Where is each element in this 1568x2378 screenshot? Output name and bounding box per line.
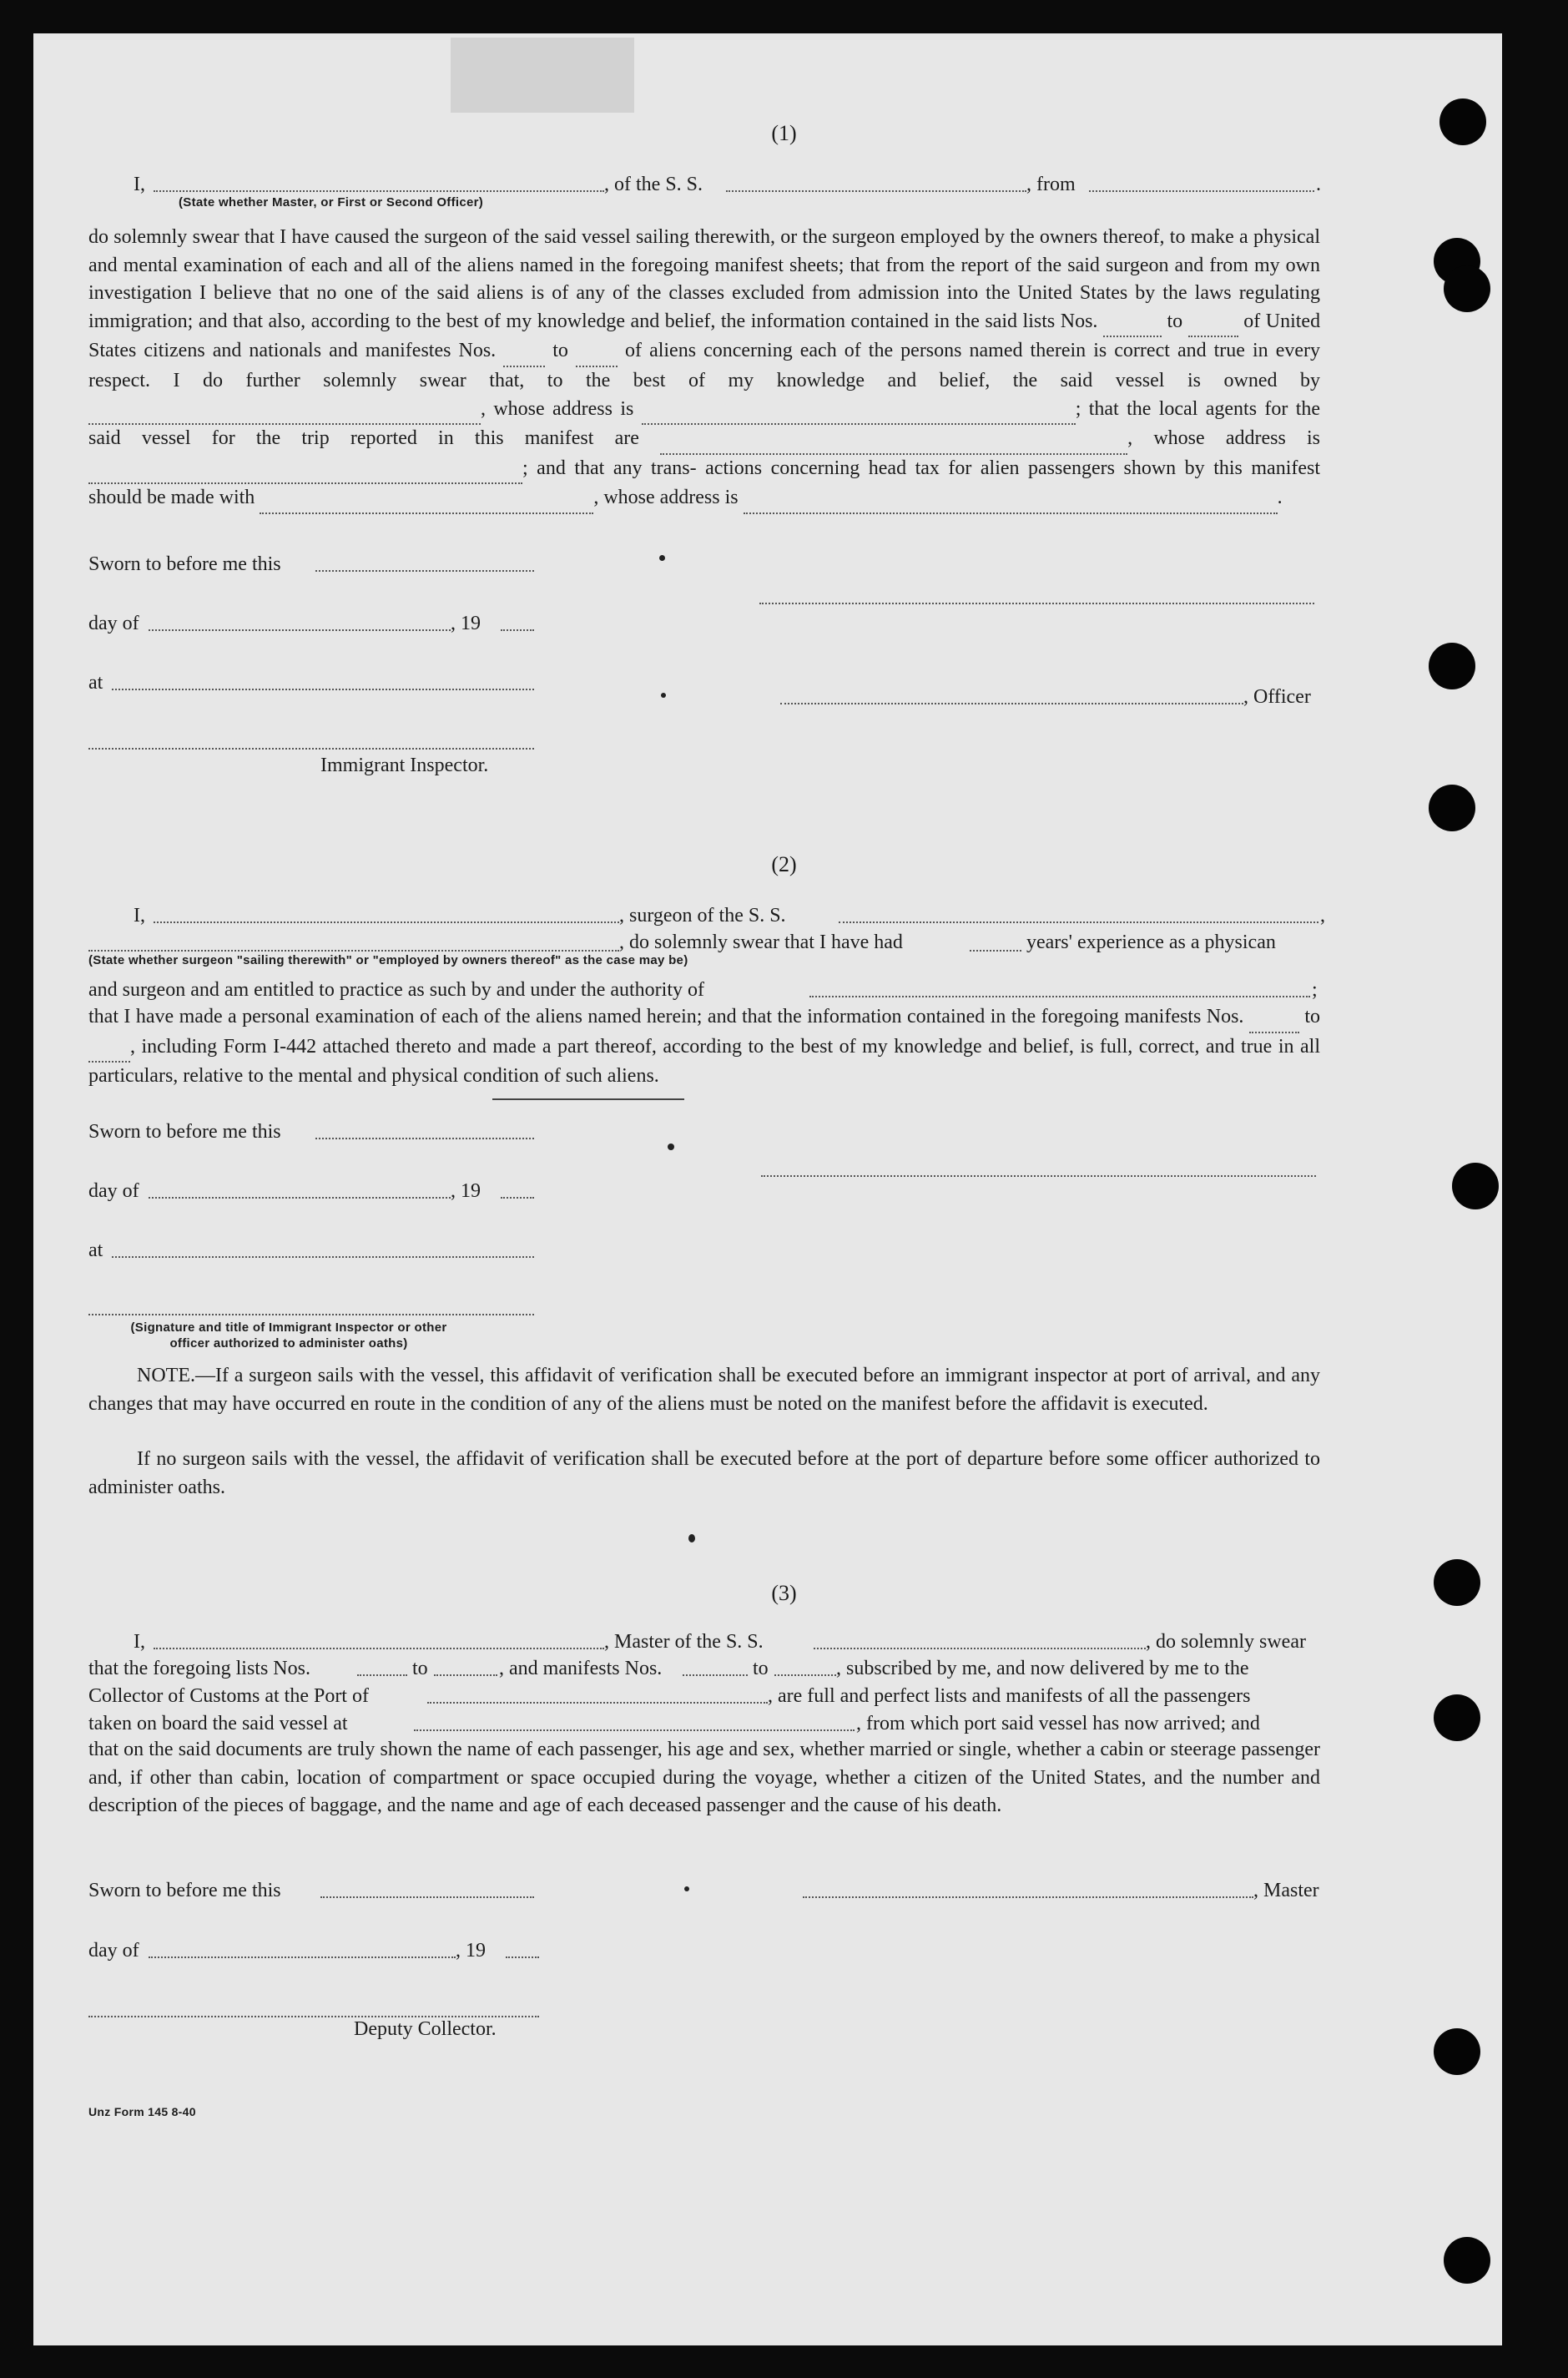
s2-signature-blank[interactable] bbox=[761, 1175, 1316, 1177]
s1-day-of: day of bbox=[88, 613, 139, 634]
s1-lists-from-blank[interactable] bbox=[1103, 308, 1162, 338]
s2-years: years' experience as a physican bbox=[1026, 932, 1276, 953]
s1-agents-address-blank[interactable] bbox=[88, 455, 522, 485]
s1-para-a-text: do solemnly swear that I have caused the surgeon of the said vessel sailing therewith, or the surgeon employed by the owners thereof, to make a physical and mental examination of each and all of the aliens named in the foregoing manifest sheets; that from the report of the said surgeon and from my own investigation I believe that no one of the said aliens is of any of the classes excluded from admission into the United States by the laws regulating immigration; and that also, according to the best of my knowledge and belief, the information contained in the said lists Nos. bbox=[88, 226, 1320, 332]
s1-sworn-blank[interactable] bbox=[315, 570, 534, 572]
speck bbox=[668, 1144, 674, 1150]
s3-manifests-to-blank[interactable] bbox=[774, 1674, 836, 1676]
s2-ship-blank[interactable] bbox=[839, 921, 1318, 923]
s2-day-blank[interactable] bbox=[149, 1197, 451, 1199]
s3-taken: taken on board the said vessel at bbox=[88, 1713, 348, 1734]
s3-master-of: , Master of the S. S. bbox=[604, 1631, 764, 1653]
s3-lists-to-blank[interactable] bbox=[434, 1674, 497, 1676]
s1-to: to bbox=[1167, 310, 1183, 332]
s2-note-1: NOTE.—If a surgeon sails with the vessel, this affidavit of verification shall be executed before an immigrant inspector at port of arrival, and any changes that may have occurred en route in the condition of any of the aliens must be noted on the manifest before the affidavit is executed. bbox=[88, 1365, 1320, 1415]
s3-to: to bbox=[412, 1658, 428, 1679]
punch-hole bbox=[1429, 785, 1475, 831]
s1-period: . bbox=[1277, 487, 1283, 509]
s1-from: , from bbox=[1026, 174, 1076, 195]
s1-signature-blank[interactable] bbox=[759, 603, 1314, 604]
s2-manifests-from-blank[interactable] bbox=[1249, 1003, 1299, 1033]
s1-owner-blank[interactable] bbox=[88, 396, 481, 426]
s1-paragraph-a bbox=[88, 224, 1320, 514]
s3-from-port: , from which port said vessel has now arrived; and bbox=[856, 1713, 1260, 1734]
s2-semicolon: ; bbox=[1312, 979, 1318, 1001]
s1-officer-note: (State whether Master, or First or Second Officer) bbox=[179, 195, 484, 210]
s3-collector: Collector of Customs at the Port of bbox=[88, 1685, 369, 1707]
s1-head-tax-blank[interactable] bbox=[260, 484, 593, 514]
s2-entitled: and surgeon and am entitled to practice as such by and under the authority of bbox=[88, 979, 704, 1001]
s3-master-sig-blank[interactable] bbox=[803, 1896, 1253, 1898]
stamp-smudge bbox=[451, 38, 634, 113]
s2-day-of: day of bbox=[88, 1180, 139, 1202]
s1-at-blank[interactable] bbox=[112, 689, 534, 690]
s1-para-b-text: of United States citizens and nationals and manifestes Nos. bbox=[88, 310, 1321, 362]
s1-lists-to-blank[interactable] bbox=[1188, 308, 1238, 338]
s2-sworn-blank[interactable] bbox=[315, 1138, 534, 1139]
s2-officer-sig-blank[interactable] bbox=[88, 1314, 534, 1315]
punch-hole bbox=[1434, 1694, 1480, 1741]
s1-manifests-from-blank[interactable] bbox=[503, 337, 545, 367]
s1-to-2: to bbox=[552, 340, 568, 362]
s3-sworn-blank[interactable] bbox=[320, 1896, 534, 1898]
s3-sworn: Sworn to before me this bbox=[88, 1880, 281, 1901]
section-2-number: (2) bbox=[771, 852, 797, 876]
s3-day-blank[interactable] bbox=[149, 1956, 456, 1958]
s1-actions: actions concerning head tax for alien passengers shown by this manifest should be made with bbox=[88, 457, 1321, 509]
s2-sig-note-2: officer authorized to administer oaths) bbox=[169, 1336, 408, 1351]
punch-hole bbox=[1444, 265, 1490, 312]
s1-at: at bbox=[88, 672, 103, 694]
punch-hole bbox=[1444, 2237, 1490, 2284]
section-1-number: (1) bbox=[771, 121, 797, 145]
punch-hole bbox=[1429, 643, 1475, 689]
s3-deputy: Deputy Collector. bbox=[354, 2018, 497, 2040]
s2-comma: , bbox=[1320, 905, 1325, 926]
s1-sworn: Sworn to before me this bbox=[88, 553, 281, 575]
s1-year-blank[interactable] bbox=[501, 629, 534, 631]
s1-whose-address-3: whose address is bbox=[603, 487, 739, 509]
speck bbox=[688, 1534, 695, 1542]
s3-lists: that the foregoing lists Nos. bbox=[88, 1658, 310, 1679]
s2-paragraph bbox=[88, 1003, 1320, 1091]
s3-paragraph: that on the said documents are truly shown the name of each passenger, his age and sex, whether married or single, whether a cabin or steerage passenger and, if other than cabin, location of compartment or space occupied during the voyage, whether a citizen of the United States, and the number and description of the pieces of baggage, and the name and age of each deceased passenger and the cause of his death. bbox=[88, 1739, 1320, 1817]
s2-do-swear: , do solemnly swear that I have had bbox=[619, 932, 903, 953]
speck bbox=[661, 693, 666, 698]
s2-at: at bbox=[88, 1239, 103, 1261]
speck bbox=[659, 555, 665, 561]
s2-underline bbox=[492, 1098, 684, 1100]
s2-at-blank[interactable] bbox=[112, 1256, 534, 1258]
s3-ship-blank[interactable] bbox=[814, 1648, 1146, 1649]
s3-i: I, bbox=[134, 1631, 145, 1653]
punch-hole bbox=[1452, 1163, 1499, 1209]
s3-to-2: to bbox=[753, 1658, 769, 1679]
s2-surgeon-note: (State whether surgeon "sailing therewith" or "employed by owners thereof" as the case may be) bbox=[88, 953, 688, 967]
s1-day-blank[interactable] bbox=[149, 629, 451, 631]
s3-full-lists: , are full and perfect lists and manifests of all the passengers bbox=[768, 1685, 1251, 1707]
s3-master: , Master bbox=[1253, 1880, 1319, 1901]
s2-i: I, bbox=[134, 905, 145, 926]
s2-19: , 19 bbox=[451, 1180, 481, 1202]
s2-surgeon-name-blank[interactable] bbox=[154, 921, 619, 923]
s2-years-blank[interactable] bbox=[970, 950, 1021, 952]
s2-surgeon-of: , surgeon of the S. S. bbox=[619, 905, 786, 926]
s3-do-swear: , do solemnly swear bbox=[1146, 1631, 1306, 1653]
s2-para-b-text: , including Form I-442 attached thereto and made a part thereof, according to the best of my knowledge and belief, is full, correct, and true in all particulars, relative to the mental and physical condition of such aliens. bbox=[88, 1035, 1320, 1088]
s1-owner-address-blank[interactable] bbox=[642, 396, 1076, 426]
s2-authority-blank[interactable] bbox=[809, 996, 1310, 997]
s1-officer-title-blank[interactable] bbox=[780, 703, 1243, 704]
s3-lists-from-blank[interactable] bbox=[357, 1674, 407, 1676]
s1-from-blank[interactable] bbox=[1089, 190, 1314, 192]
s2-year-blank[interactable] bbox=[501, 1197, 534, 1199]
s2-sworn: Sworn to before me this bbox=[88, 1121, 281, 1143]
s2-sig-note bbox=[88, 1320, 489, 1351]
s2-surgeon-status-blank[interactable] bbox=[88, 950, 619, 952]
s1-whose-address-2: , whose address is bbox=[1127, 427, 1321, 450]
punch-hole bbox=[1434, 2028, 1480, 2075]
s2-manifests-to-blank[interactable] bbox=[88, 1033, 130, 1063]
form-number: Unz Form 145 8-40 bbox=[88, 2105, 196, 2118]
s3-manifests-from-blank[interactable] bbox=[683, 1674, 748, 1676]
s1-officer-blank[interactable] bbox=[154, 190, 604, 192]
s1-and-that: ; and that any trans- bbox=[522, 457, 697, 479]
s1-head-tax-address-blank[interactable] bbox=[744, 484, 1278, 514]
section-3-number: (3) bbox=[771, 1581, 797, 1605]
s2-sig-note-1: (Signature and title of Immigrant Inspector or other bbox=[130, 1320, 447, 1335]
s1-19: , 19 bbox=[451, 613, 481, 634]
s1-officer: , Officer bbox=[1243, 686, 1311, 708]
s1-comma: , bbox=[593, 487, 599, 509]
s2-note-2: If no surgeon sails with the vessel, the affidavit of verification shall be executed before at the port of departure before some officer authorized to administer oaths. bbox=[88, 1448, 1320, 1498]
s3-19: , 19 bbox=[456, 1940, 486, 1961]
s1-inspector-blank[interactable] bbox=[88, 748, 534, 750]
s1-whose-address: , whose address is bbox=[481, 397, 634, 420]
s1-agents-blank[interactable] bbox=[660, 425, 1127, 455]
s1-ship-blank[interactable] bbox=[726, 190, 1026, 192]
speck bbox=[684, 1886, 689, 1891]
s1-inspector: Immigrant Inspector. bbox=[320, 755, 489, 776]
s1-of-ss: , of the S. S. bbox=[604, 174, 703, 195]
s3-year-blank[interactable] bbox=[506, 1956, 539, 1958]
s1-i: I, bbox=[134, 174, 145, 195]
s2-to: to bbox=[1304, 1006, 1321, 1027]
s3-port-blank[interactable] bbox=[427, 1702, 768, 1704]
s3-manifests: , and manifests Nos. bbox=[499, 1658, 663, 1679]
s3-subscribed: , subscribed by me, and now delivered by me to the bbox=[836, 1658, 1249, 1679]
s3-taken-at-blank[interactable] bbox=[414, 1729, 855, 1731]
s3-day-of: day of bbox=[88, 1940, 139, 1961]
s1-manifests-to-blank[interactable] bbox=[576, 337, 618, 367]
s1-para-c-text: of aliens concerning each of the persons named therein is correct and true in every respect. I do further solemnly swear that, to the best of my knowledge and belief, the said vessel is owned by bbox=[88, 340, 1321, 391]
s1-end: . bbox=[1316, 174, 1321, 195]
s1-local-agents: ; that the local agents for the said vessel for the trip reported in this manifest are bbox=[88, 397, 1321, 450]
s2-para-a-text: that I have made a personal examination of each of the aliens named herein; and that the information contained in the foregoing manifests Nos. bbox=[88, 1006, 1244, 1027]
s3-master-name-blank[interactable] bbox=[154, 1648, 604, 1649]
